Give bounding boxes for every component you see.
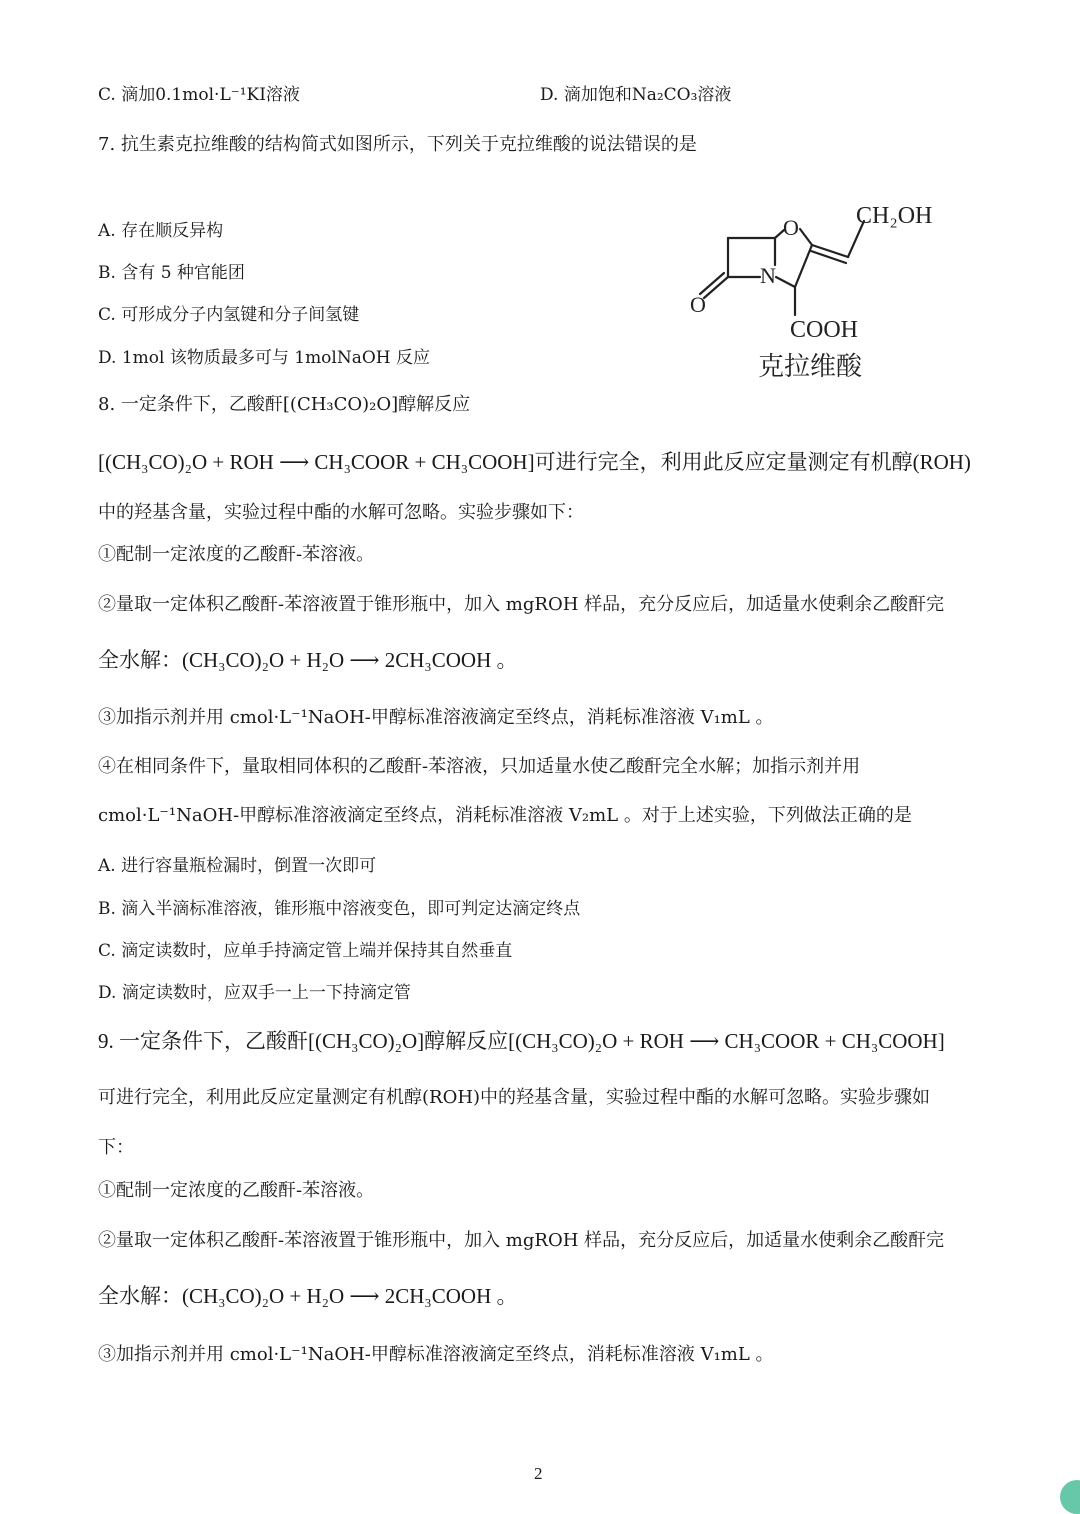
q6-option-c: C. 滴加0.1mol·L⁻¹KI溶液 bbox=[98, 85, 300, 105]
q9-step-2b: 全水解：(CH₃CO)₂O + H₂O ⟶ 2CH₃COOH 。 bbox=[98, 1284, 518, 1308]
q8-step-4a: ④在相同条件下，量取相同体积的乙酸酐-苯溶液，只加适量水使乙酸酐完全水解；加指示剂并用 bbox=[98, 756, 861, 777]
corner-decoration bbox=[1060, 1480, 1080, 1514]
page-number: 2 bbox=[534, 1464, 543, 1483]
structure-caption: 克拉维酸 bbox=[758, 352, 863, 381]
q9-step-3: ③加指示剂并用 cmol·L⁻¹NaOH-甲醇标准溶液滴定至终点，消耗标准溶液 V₁mL 。 bbox=[98, 1344, 774, 1365]
q7-option-c: C. 可形成分子内氢键和分子间氢键 bbox=[98, 305, 360, 325]
q8-step-2b: 全水解：(CH₃CO)₂O + H₂O ⟶ 2CH₃COOH 。 bbox=[98, 648, 518, 672]
q8-option-c: C. 滴定读数时，应单手持滴定管上端并保持其自然垂直 bbox=[98, 941, 513, 961]
q7-option-d: D. 1mol 该物质最多可与 1molNaOH 反应 bbox=[98, 348, 431, 368]
q8-line-2: [(CH₃CO)₂O + ROH ⟶ CH₃COOR + CH₃COOH]可进行完全，利用此反应定量测定有机醇(ROH) bbox=[98, 450, 971, 474]
q8-option-d: D. 滴定读数时，应双手一上一下持滴定管 bbox=[98, 983, 411, 1003]
q8-step-2a: ②量取一定体积乙酸酐-苯溶液置于锥形瓶中，加入 mgROH 样品，充分反应后，加适量水使剩余乙酸酐完 bbox=[98, 594, 945, 615]
q8-line-1: 8. 一定条件下，乙酸酐[(CH₃CO)₂O]醇解反应 bbox=[98, 394, 471, 415]
q8-line-3: 中的羟基含量，实验过程中酯的水解可忽略。实验步骤如下： bbox=[98, 502, 584, 523]
q8-option-b: B. 滴入半滴标准溶液，锥形瓶中溶液变色，即可判定达滴定终点 bbox=[98, 899, 581, 919]
q7-option-a: A. 存在顺反异构 bbox=[98, 221, 224, 241]
nitrogen-label: N bbox=[760, 263, 776, 288]
q9-line-1: 9. 一定条件下，乙酸酐[(CH₃CO)₂O]醇解反应[(CH₃CO)₂O + ROH ⟶ CH₃COOR + CH₃COOH] bbox=[98, 1029, 945, 1053]
q8-step-3: ③加指示剂并用 cmol·L⁻¹NaOH-甲醇标准溶液滴定至终点，消耗标准溶液 V₁mL 。 bbox=[98, 707, 774, 728]
carbonyl-oxygen-label: O bbox=[690, 292, 706, 317]
q9-step-1: ①配制一定浓度的乙酸酐-苯溶液。 bbox=[98, 1180, 375, 1201]
q6-option-d: D. 滴加饱和Na₂CO₃溶液 bbox=[540, 85, 732, 105]
ch2oh-label: CH₂OH bbox=[856, 203, 933, 229]
q8-step-4b: cmol·L⁻¹NaOH-甲醇标准溶液滴定至终点，消耗标准溶液 V₂mL 。对于上述实验，下列做法正确的是 bbox=[98, 805, 912, 826]
clavulanic-acid-structure bbox=[680, 195, 960, 390]
q8-option-a: A. 进行容量瓶检漏时，倒置一次即可 bbox=[98, 856, 377, 876]
q8-step-1: ①配制一定浓度的乙酸酐-苯溶液。 bbox=[98, 544, 375, 565]
q7-option-b: B. 含有 5 种官能团 bbox=[98, 263, 245, 283]
q9-step-2a: ②量取一定体积乙酸酐-苯溶液置于锥形瓶中，加入 mgROH 样品，充分反应后，加适量水使剩余乙酸酐完 bbox=[98, 1230, 945, 1251]
q9-line-2: 可进行完全，利用此反应定量测定有机醇(ROH)中的羟基含量，实验过程中酯的水解可忽略。实验步骤如 bbox=[98, 1087, 931, 1108]
q9-line-3: 下： bbox=[98, 1137, 134, 1158]
ring-oxygen-label: O bbox=[783, 215, 799, 240]
cooh-label: COOH bbox=[790, 317, 859, 343]
q7-stem: 7. 抗生素克拉维酸的结构简式如图所示，下列关于克拉维酸的说法错误的是 bbox=[98, 134, 697, 155]
